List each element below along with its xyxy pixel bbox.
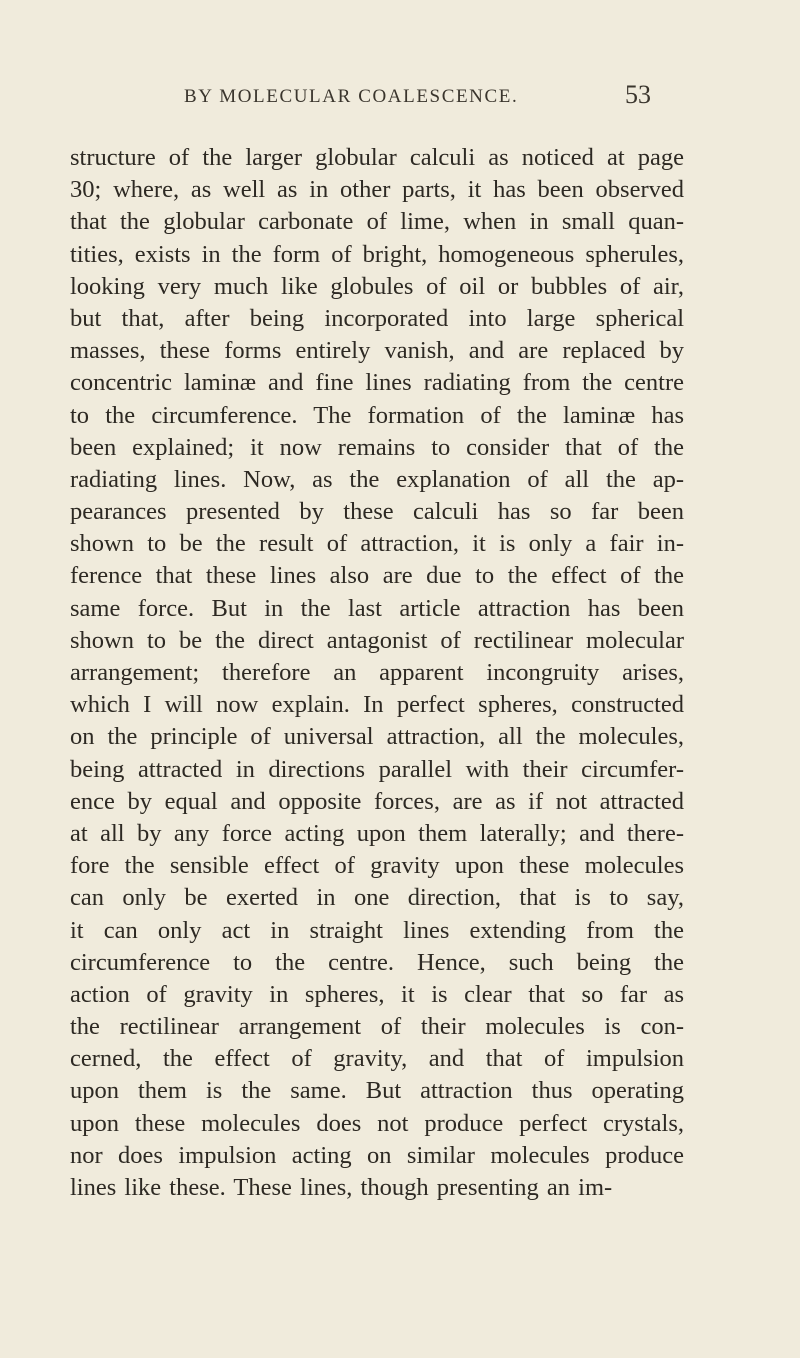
running-head xyxy=(0,80,800,116)
page-number: 53 xyxy=(625,80,651,109)
text-line: being attracted in directions parallel with their circumfer- xyxy=(70,755,684,783)
text-line: can only be exerted in one direction, that is to say, xyxy=(70,884,684,912)
text-line: tities, exists in the form of bright, homogeneous spherules, xyxy=(70,240,684,268)
text-line: at all by any force acting upon them laterally; and there- xyxy=(70,819,684,847)
text-line: which I will now explain. In perfect spheres, constructed xyxy=(70,691,684,719)
text-line: arrangement; therefore an apparent incongruity arises, xyxy=(70,659,684,686)
text-line: concentric laminæ and fine lines radiating from the centre xyxy=(70,369,684,397)
text-line: nor does impulsion acting on similar molecules produce xyxy=(70,1141,684,1169)
text-line: that the globular carbonate of lime, when in small quan- xyxy=(70,208,684,236)
text-line: the rectilinear arrangement of their molecules is con- xyxy=(70,1013,684,1041)
text-line: pearances presented by these calculi has so far been xyxy=(70,498,684,526)
text-line: but that, after being incorporated into large spherical xyxy=(70,304,684,332)
text-line: circumference to the centre. Hence, such being the xyxy=(70,948,684,976)
text-line: upon these molecules does not produce perfect crystals, xyxy=(70,1109,684,1137)
text-line: upon them is the same. But attraction thus operating xyxy=(70,1077,684,1105)
text-line: same force. But in the last article attraction has been xyxy=(70,594,684,622)
text-line: fore the sensible effect of gravity upon these molecules xyxy=(70,852,684,880)
text-line: shown to be the direct antagonist of rectilinear molecular xyxy=(70,626,684,654)
text-line: structure of the larger globular calculi as noticed at page xyxy=(70,144,684,171)
text-line: action of gravity in spheres, it is clear that so far as xyxy=(70,980,684,1008)
text-line: looking very much like globules of oil or bubbles of air, xyxy=(70,272,684,300)
text-line: been explained; it now remains to consider that of the xyxy=(70,433,684,461)
text-line: radiating lines. Now, as the explanation of all the ap- xyxy=(70,465,684,493)
running-title: BY MOLECULAR COALESCENCE. xyxy=(184,86,519,107)
text-line: on the principle of universal attraction, all the molecules, xyxy=(70,723,684,751)
text-line: it can only act in straight lines extending from the xyxy=(70,916,684,944)
text-line: cerned, the effect of gravity, and that of impulsion xyxy=(70,1045,684,1073)
text-line: to the circumference. The formation of the laminæ has xyxy=(70,401,684,429)
text-line: ference that these lines also are due to the effect of the xyxy=(70,562,684,590)
text-line: ence by equal and opposite forces, are as if not attracted xyxy=(70,787,684,815)
text-line: lines like these. These lines, though presenting an im- xyxy=(70,1174,613,1201)
text-line: 30; where, as well as in other parts, it has been observed xyxy=(70,176,684,204)
text-line: shown to be the result of attraction, it is only a fair in- xyxy=(70,530,684,558)
text-line: masses, these forms entirely vanish, and are replaced by xyxy=(70,337,684,365)
body-text xyxy=(70,142,684,1204)
